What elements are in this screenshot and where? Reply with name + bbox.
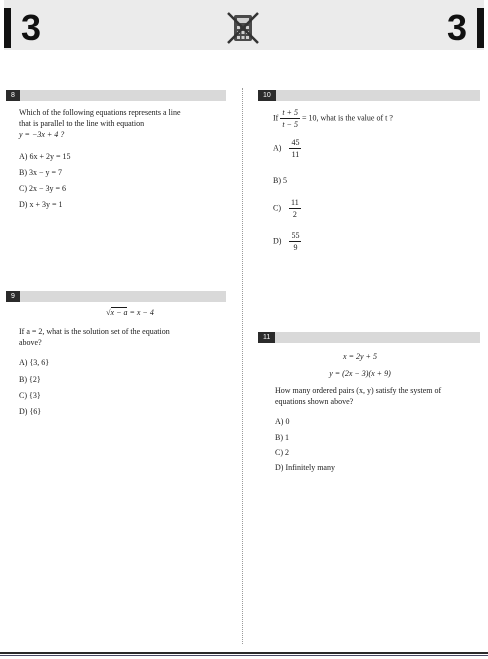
stem-line: If a = 2, what is the solution set of the equation bbox=[19, 327, 170, 336]
choice-label: D) bbox=[273, 236, 282, 246]
stem-line: y = −3x + 4 ? bbox=[19, 129, 65, 139]
choice-a[interactable]: A) 0 bbox=[275, 417, 290, 426]
radicand: x − a bbox=[110, 308, 128, 317]
section-number-left: 3 bbox=[4, 8, 41, 48]
choice-c[interactable]: C) 2x − 3y = 6 bbox=[19, 184, 67, 193]
fraction-denominator: 11 bbox=[291, 150, 300, 159]
stem-line: above? bbox=[19, 337, 42, 347]
question-9-bar bbox=[6, 291, 226, 302]
choice-label: C) bbox=[273, 203, 281, 213]
fraction-denominator: 9 bbox=[293, 243, 298, 252]
choice-d[interactable]: D) Infinitely many bbox=[275, 463, 335, 472]
choice-b[interactable]: B) 3x − y = 7 bbox=[19, 168, 63, 177]
choice-b[interactable]: B) 1 bbox=[275, 433, 289, 442]
choice-c[interactable]: C) {3} bbox=[19, 391, 41, 400]
section-number-right: 3 bbox=[447, 8, 484, 48]
choice-c[interactable]: C) 2 bbox=[275, 448, 289, 457]
stem-prefix: If bbox=[273, 113, 279, 123]
question-10-stem bbox=[273, 108, 393, 129]
sqrt-symbol: √ bbox=[106, 308, 111, 317]
equation-1: x = 2y + 5 bbox=[343, 352, 377, 361]
stem-line: that is parallel to the line with equation bbox=[19, 118, 145, 128]
column-divider bbox=[242, 88, 243, 644]
stem-line: Which of the following equations represents a line bbox=[19, 108, 181, 117]
fraction bbox=[289, 231, 301, 252]
footer-rule bbox=[0, 652, 488, 654]
fraction-numerator: 45 bbox=[291, 138, 300, 147]
choice-c[interactable] bbox=[273, 198, 301, 219]
fraction-denominator: 2 bbox=[292, 210, 297, 219]
question-number: 8 bbox=[6, 90, 20, 101]
question-number: 9 bbox=[6, 291, 20, 302]
question-11-bar bbox=[258, 332, 480, 343]
footer-rule-secondary bbox=[0, 655, 488, 656]
fraction bbox=[289, 138, 301, 159]
fraction-numerator: 55 bbox=[291, 231, 300, 240]
question-number: 10 bbox=[258, 90, 276, 101]
question-9-stem bbox=[19, 327, 229, 349]
no-calculator-icon bbox=[225, 10, 261, 46]
choice-d[interactable]: D) {6} bbox=[19, 407, 42, 416]
question-8-bar bbox=[6, 90, 226, 101]
choice-label: A) bbox=[273, 143, 282, 153]
choice-a[interactable] bbox=[273, 138, 301, 159]
choice-b[interactable]: B) 5 bbox=[273, 176, 287, 185]
choice-b[interactable]: B) {2} bbox=[19, 375, 41, 384]
question-10-bar bbox=[258, 90, 480, 101]
fraction-numerator: t + 5 bbox=[282, 108, 298, 117]
choice-d[interactable]: D) x + 3y = 1 bbox=[19, 200, 63, 209]
choice-a[interactable]: A) {3, 6} bbox=[19, 358, 50, 367]
fraction bbox=[289, 198, 301, 219]
stem-line: How many ordered pairs (x, y) satisfy the system of bbox=[275, 386, 442, 395]
fraction-numerator: 11 bbox=[291, 198, 299, 207]
fraction bbox=[280, 108, 300, 129]
equation-rhs: = x − 4 bbox=[127, 308, 154, 317]
fraction-denominator: t − 5 bbox=[282, 120, 298, 129]
question-8-stem bbox=[19, 108, 229, 140]
stem-suffix: = 10, what is the value of t ? bbox=[299, 113, 393, 123]
question-9-equation bbox=[90, 308, 170, 317]
choice-d[interactable] bbox=[273, 231, 301, 252]
question-number: 11 bbox=[258, 332, 275, 343]
choice-a[interactable]: A) 6x + 2y = 15 bbox=[19, 152, 71, 161]
stem-line: equations shown above? bbox=[275, 396, 354, 406]
equation-2: y = (2x − 3)(x + 9) bbox=[329, 369, 391, 378]
question-11-stem bbox=[275, 386, 485, 408]
